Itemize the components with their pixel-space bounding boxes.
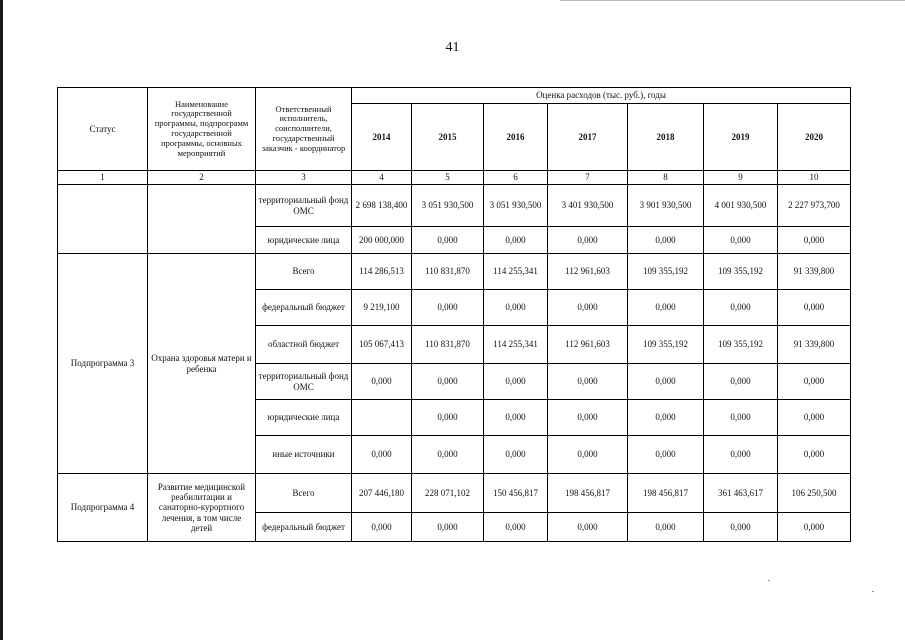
page-number: 41 — [445, 40, 460, 55]
header-year: 2016 — [484, 104, 548, 171]
value-cell: 2 698 138,400 — [352, 185, 412, 227]
value-cell: 112 961,603 — [548, 326, 628, 364]
value-cell: 0,000 — [412, 436, 484, 474]
funding-source: иные источники — [256, 436, 352, 474]
value-cell: 0,000 — [704, 364, 778, 400]
header-program-name: Наименование государственной программы, подпрограмм государственной программы, основных мероприятий — [148, 88, 256, 171]
value-cell: 200 000,000 — [352, 227, 412, 254]
column-number-row — [58, 171, 851, 185]
value-cell: 361 463,617 — [704, 474, 778, 513]
header-responsible: Ответственный исполнитель, соисполнители, государственный заказчик - координатор — [256, 88, 352, 171]
name-cell-empty — [148, 185, 256, 254]
value-cell: 0,000 — [412, 227, 484, 254]
scan-speck — [768, 580, 770, 581]
value-cell: 3 401 930,500 — [548, 185, 628, 227]
value-cell: 0,000 — [412, 290, 484, 326]
header-year: 2014 — [352, 104, 412, 171]
value-cell: 0,000 — [628, 364, 704, 400]
funding-source: федеральный бюджет — [256, 290, 352, 326]
value-cell: 150 456,817 — [484, 474, 548, 513]
value-cell: 114 286,513 — [352, 254, 412, 290]
value-cell: 0,000 — [778, 364, 851, 400]
value-cell: 198 456,817 — [548, 474, 628, 513]
header-year: 2020 — [778, 104, 851, 171]
value-cell: 0,000 — [778, 400, 851, 436]
value-cell: 109 355,192 — [628, 254, 704, 290]
table-row — [58, 474, 851, 513]
column-number: 5 — [412, 171, 484, 185]
value-cell: 0,000 — [548, 400, 628, 436]
value-cell: 110 831,870 — [412, 254, 484, 290]
value-cell: 0,000 — [484, 290, 548, 326]
header-year: 2019 — [704, 104, 778, 171]
value-cell: 3 901 930,500 — [628, 185, 704, 227]
scan-left-edge — [0, 0, 3, 640]
value-cell: 0,000 — [412, 364, 484, 400]
value-cell: 0,000 — [352, 513, 412, 542]
value-cell: 0,000 — [778, 290, 851, 326]
value-cell: 207 446,180 — [352, 474, 412, 513]
column-number: 1 — [58, 171, 148, 185]
table-row — [58, 185, 851, 227]
program-name-cell: Охрана здоровья матери и ребенка — [148, 254, 256, 474]
value-cell: 109 355,192 — [704, 254, 778, 290]
value-cell: 0,000 — [548, 436, 628, 474]
column-number: 6 — [484, 171, 548, 185]
value-cell: 0,000 — [548, 513, 628, 542]
value-cell: 109 355,192 — [628, 326, 704, 364]
status-cell: Подпрограмма 3 — [58, 254, 148, 474]
status-cell: Подпрограмма 4 — [58, 474, 148, 542]
funding-source: юридические лица — [256, 400, 352, 436]
funding-source: территориальный фонд ОМС — [256, 185, 352, 227]
value-cell: 0,000 — [548, 227, 628, 254]
funding-source: территориальный фонд ОМС — [256, 364, 352, 400]
value-cell: 0,000 — [484, 227, 548, 254]
value-cell: 198 456,817 — [628, 474, 704, 513]
funding-source: Всего — [256, 254, 352, 290]
value-cell: 112 961,603 — [548, 254, 628, 290]
value-cell: 3 051 930,500 — [484, 185, 548, 227]
header-year: 2015 — [412, 104, 484, 171]
value-cell: 0,000 — [628, 400, 704, 436]
header-status: Статус — [58, 88, 148, 171]
value-cell: 109 355,192 — [704, 326, 778, 364]
value-cell: 0,000 — [628, 290, 704, 326]
value-cell: 0,000 — [704, 227, 778, 254]
header-row-1 — [58, 88, 851, 104]
value-cell: 2 227 973,700 — [778, 185, 851, 227]
value-cell: 110 831,870 — [412, 326, 484, 364]
header-estimate: Оценка расходов (тыс. руб.), годы — [352, 88, 851, 104]
value-cell — [352, 400, 412, 436]
value-cell: 0,000 — [548, 290, 628, 326]
value-cell: 0,000 — [704, 513, 778, 542]
value-cell: 0,000 — [412, 513, 484, 542]
value-cell: 228 071,102 — [412, 474, 484, 513]
value-cell: 0,000 — [704, 436, 778, 474]
value-cell: 91 339,800 — [778, 254, 851, 290]
value-cell: 9 219,100 — [352, 290, 412, 326]
column-number: 4 — [352, 171, 412, 185]
funding-source: областной бюджет — [256, 326, 352, 364]
budget-table — [57, 87, 851, 542]
value-cell: 0,000 — [484, 364, 548, 400]
column-number: 7 — [548, 171, 628, 185]
value-cell: 0,000 — [412, 400, 484, 436]
value-cell: 0,000 — [778, 436, 851, 474]
funding-source: Всего — [256, 474, 352, 513]
value-cell: 0,000 — [704, 400, 778, 436]
value-cell: 0,000 — [704, 290, 778, 326]
value-cell: 0,000 — [628, 227, 704, 254]
value-cell: 114 255,341 — [484, 254, 548, 290]
value-cell: 0,000 — [778, 513, 851, 542]
value-cell: 114 255,341 — [484, 326, 548, 364]
value-cell: 0,000 — [778, 227, 851, 254]
table-row — [58, 254, 851, 290]
value-cell: 0,000 — [628, 513, 704, 542]
value-cell: 0,000 — [628, 436, 704, 474]
value-cell: 0,000 — [548, 364, 628, 400]
funding-source: федеральный бюджет — [256, 513, 352, 542]
value-cell: 0,000 — [484, 400, 548, 436]
value-cell: 0,000 — [484, 513, 548, 542]
scan-top-rule — [560, 0, 905, 1]
value-cell: 0,000 — [484, 436, 548, 474]
column-number: 10 — [778, 171, 851, 185]
value-cell: 105 067,413 — [352, 326, 412, 364]
status-cell-empty — [58, 185, 148, 254]
scan-speck — [872, 591, 874, 592]
value-cell: 0,000 — [352, 436, 412, 474]
value-cell: 91 339,800 — [778, 326, 851, 364]
header-year: 2018 — [628, 104, 704, 171]
column-number: 8 — [628, 171, 704, 185]
program-name-cell: Развитие медицинской реабилитации и санаторно-курортного лечения, в том числе детей — [148, 474, 256, 542]
column-number: 2 — [148, 171, 256, 185]
column-number: 9 — [704, 171, 778, 185]
value-cell: 4 001 930,500 — [704, 185, 778, 227]
value-cell: 3 051 930,500 — [412, 185, 484, 227]
column-number: 3 — [256, 171, 352, 185]
header-year: 2017 — [548, 104, 628, 171]
value-cell: 106 250,500 — [778, 474, 851, 513]
funding-source: юридические лица — [256, 227, 352, 254]
value-cell: 0,000 — [352, 364, 412, 400]
